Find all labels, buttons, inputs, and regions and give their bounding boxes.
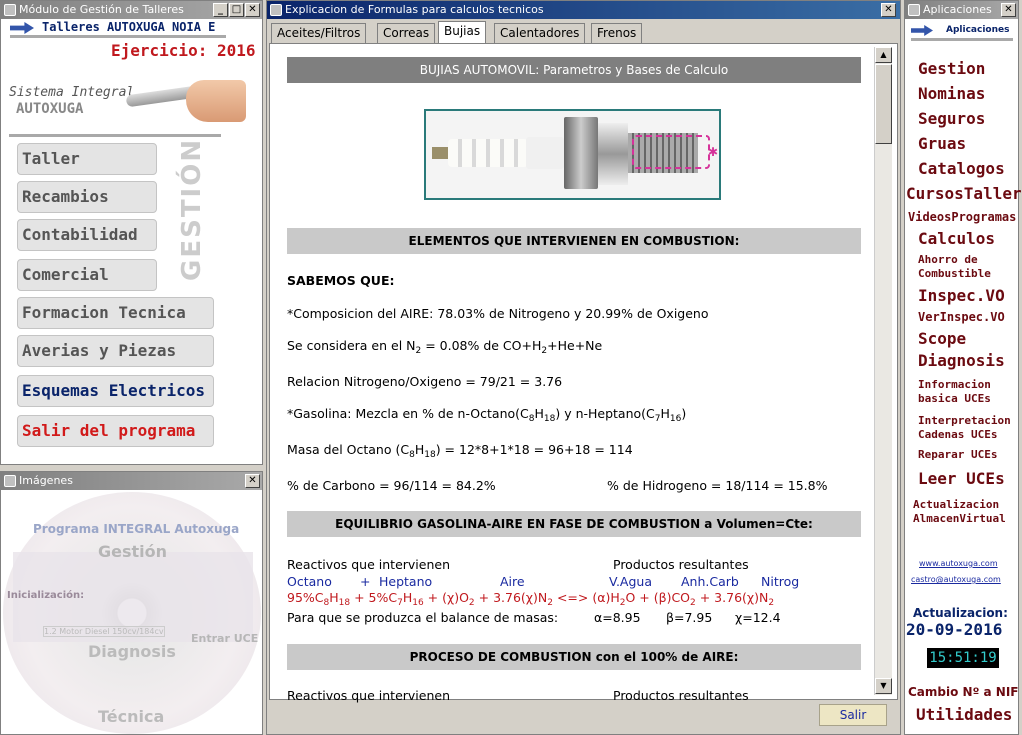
close-button[interactable]: ✕ [245, 3, 260, 17]
digital-clock: 15:51:19 [927, 648, 999, 668]
beta-value: β=7.95 [666, 610, 713, 625]
window-icon [270, 4, 282, 16]
gestion-titlebar[interactable] [1, 1, 262, 19]
scroll-up-button[interactable]: ▲ [875, 47, 892, 63]
close-button[interactable]: ✕ [1001, 3, 1016, 17]
hidrogeno-line: % de Hidrogeno = 18/114 = 15.8% [607, 478, 828, 493]
scroll-down-button[interactable]: ▼ [875, 678, 892, 694]
aplicaciones-titlebar[interactable] [905, 1, 1018, 19]
taller-button[interactable]: Taller [17, 143, 157, 175]
tecnica-image-label: Técnica [98, 707, 165, 726]
entrar-uce-label: Entrar UCE [191, 632, 259, 645]
header-equilibrio: EQUILIBRIO GASOLINA-AIRE EN FASE DE COMBUSTION a Volumen=Cte: [287, 511, 861, 537]
comercial-button[interactable]: Comercial [17, 259, 157, 291]
app-basica-uces[interactable]: basica UCEs [918, 392, 991, 405]
species-aire: Aire [500, 574, 525, 589]
contabilidad-button[interactable]: Contabilidad [17, 219, 157, 251]
app-cursos-taller[interactable]: CursosTaller [906, 184, 1022, 203]
formacion-tecnica-button[interactable]: Formacion Tecnica [17, 297, 214, 329]
wrench-hand-image [126, 76, 246, 128]
imagenes-title: Imágenes [19, 474, 73, 487]
tab-correas[interactable]: Correas [377, 23, 435, 43]
utilidades-label[interactable]: Utilidades [916, 705, 1013, 724]
reactivos-label: Reactivos que intervienen [287, 557, 450, 572]
considera-line: Se considera en el $N_2 = 0.08\%$ de $CO+H_2+He+Ne$ [287, 338, 603, 356]
aplicaciones-window [904, 0, 1022, 735]
app-ahorro[interactable]: Ahorro de [918, 253, 978, 266]
header-bujias: BUJIAS AUTOMOVIL: Parametros y Bases de Calculo [287, 57, 861, 83]
inicializacion-label: Inicialización: [7, 590, 85, 601]
window-icon [908, 4, 920, 16]
company-bar [10, 20, 226, 38]
app-calculos[interactable]: Calculos [918, 229, 996, 248]
diagnosis-image-label: Diagnosis [88, 642, 176, 661]
cd-image [3, 492, 261, 734]
window-icon [4, 475, 16, 487]
recambios-button[interactable]: Recambios [17, 181, 157, 213]
species-anhcarb: Anh.Carb [681, 574, 739, 589]
app-scope[interactable]: Scope [918, 329, 967, 348]
app-reparar-uces[interactable]: Reparar UCEs [918, 448, 998, 461]
species-vagua: V.Agua [609, 574, 652, 589]
gestion-title: Módulo de Gestión de Talleres [19, 3, 184, 16]
company-name: Talleres AUTOXUGA NOIA E [42, 20, 216, 34]
relacion-line: Relacion Nitrogeno/Oxigeno = 79/21 = 3.76 [287, 374, 563, 389]
masa-line: Masa del Octano $(C_8H_{18}) = 12*8+1*18 = 96+18 = 114$ [287, 442, 633, 460]
aplicaciones-title: Aplicaciones [923, 3, 992, 16]
aplicaciones-subtitle: Aplicaciones [946, 25, 1010, 35]
ejercicio-label: Ejercicio: 2016 [111, 41, 256, 60]
app-cadenas-uces[interactable]: Cadenas UCEs [918, 428, 998, 441]
clip-region [282, 684, 872, 703]
sabemos-label: SABEMOS QUE: [287, 273, 395, 288]
gestion-window [0, 0, 263, 465]
programa-label: Programa INTEGRAL Autoxuga [33, 522, 240, 536]
spark-plug-image [424, 109, 721, 200]
alpha-value: α=8.95 [594, 610, 641, 625]
app-ver-inspec-vo[interactable]: VerInspec.VO [918, 310, 1005, 324]
app-inspec-vo[interactable]: Inspec.VO [918, 286, 1005, 305]
gestion-vertical-label: GESTIÓN [177, 137, 207, 281]
esquemas-electricos-button[interactable]: Esquemas Electricos [17, 375, 214, 407]
composicion-line: *Composicion del AIRE: 78.03% de Nitrogeno y 20.99% de Oxigeno [287, 306, 709, 321]
reactivos2-label: Reactivos que intervienen [287, 688, 450, 703]
tab-calentadores[interactable]: Calentadores [494, 23, 585, 43]
app-diagnosis[interactable]: Diagnosis [918, 351, 1005, 370]
salir-programa-button[interactable]: Salir del programa [17, 415, 214, 447]
window-icon [4, 4, 16, 16]
aplicaciones-bar [911, 23, 1013, 41]
species-nitrog: Nitrog [761, 574, 800, 589]
divider [9, 134, 221, 137]
imagenes-window [0, 471, 263, 735]
salir-button[interactable]: Salir [819, 704, 887, 726]
actualizacion-label: Actualizacion: [913, 606, 1008, 620]
app-almacen-virtual[interactable]: AlmacenVirtual [913, 512, 1006, 525]
species-heptano: Heptano [379, 574, 433, 589]
web-link[interactable]: www.autoxuga.com [919, 559, 998, 568]
app-combustible[interactable]: Combustible [918, 267, 991, 280]
species-octano: Octano [287, 574, 332, 589]
app-seguros[interactable]: Seguros [918, 109, 986, 128]
carbono-line: % de Carbono = 96/114 = 84.2% [287, 478, 496, 493]
tab-aceites-filtros[interactable]: Aceites/Filtros [271, 23, 366, 43]
actualizacion-date: 20-09-2016 [906, 620, 1003, 639]
scroll-thumb[interactable] [875, 64, 892, 144]
header-proceso: PROCESO DE COMBUSTION con el 100% de AIRE: [287, 644, 861, 670]
motor-label: 1.2 Motor Diesel 150cv/184cv [44, 627, 164, 636]
productos-label: Productos resultantes [613, 557, 749, 572]
app-interpretacion[interactable]: Interpretacion [918, 414, 1011, 427]
averias-piezas-button[interactable]: Averias y Piezas [17, 335, 214, 367]
header-elementos: ELEMENTOS QUE INTERVIENEN EN COMBUSTION: [287, 228, 861, 254]
autoxuga-label: AUTOXUGA [16, 101, 84, 117]
arrow-right-icon [911, 25, 933, 36]
maximize-button[interactable]: □ [229, 3, 244, 17]
app-leer-uces[interactable]: Leer UCEs [918, 469, 1005, 488]
app-catalogos[interactable]: Catalogos [918, 159, 1005, 178]
close-button[interactable]: ✕ [245, 474, 260, 488]
vertical-scrollbar[interactable] [874, 47, 892, 695]
gasolina-line: *Gasolina: Mezcla en % de $n-Octano(C_8H_{18})$ y $n-Heptano(C_7H_{16})$ [287, 406, 687, 424]
sistema-label: Sistema Integral [9, 85, 135, 100]
app-nominas[interactable]: Nominas [918, 84, 986, 103]
productos2-label: Productos resultantes [613, 688, 749, 703]
app-gruas[interactable]: Gruas [918, 134, 967, 153]
app-videos-programas[interactable]: VideosProgramas [908, 210, 1017, 224]
tab-frenos[interactable]: Frenos [591, 23, 642, 43]
arrow-right-icon [10, 22, 34, 34]
gestion-image-label: Gestión [98, 542, 168, 561]
app-informacion[interactable]: Informacion [918, 378, 991, 391]
cambio-nif-label[interactable]: Cambio Nº a NIF [908, 685, 1019, 699]
close-button[interactable]: ✕ [881, 3, 896, 17]
balance-label: Para que se produzca el balance de masas: [287, 610, 559, 625]
reaction-equation: $95\%C_8H_{18} + 5\%C_7H_{16} + (\chi)O_2 + 3.76(\chi)N_2$ <=> $(\alpha)H_2O + (\beta)CO_2 + 3.76(\chi)N_2$ [287, 590, 775, 608]
formulas-titlebar[interactable] [267, 1, 900, 19]
app-actualizacion[interactable]: Actualizacion [913, 498, 1000, 511]
species-plus: + [360, 574, 371, 589]
flame-icon: ✱ [708, 145, 719, 159]
email-link[interactable]: castro@autoxuga.com [911, 575, 1001, 584]
tab-bujias[interactable]: Bujias [438, 21, 486, 44]
imagenes-titlebar[interactable] [1, 472, 262, 490]
formulas-title: Explicacion de Formulas para calculos tecnicos [285, 3, 544, 16]
minimize-button[interactable]: _ [213, 3, 228, 17]
app-gestion[interactable]: Gestion [918, 59, 986, 78]
chi-value: χ=12.4 [735, 610, 781, 625]
